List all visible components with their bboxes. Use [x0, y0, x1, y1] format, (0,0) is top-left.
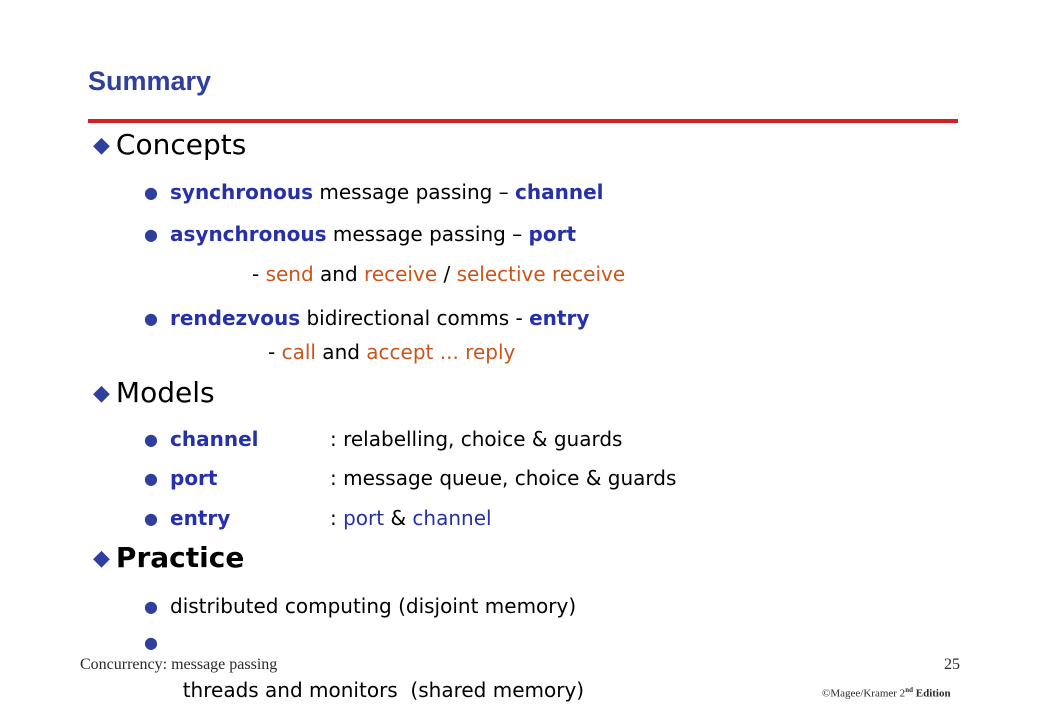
dot-bullet-icon: ●: [144, 309, 158, 328]
item-text: distributed computing (disjoint memory): [170, 594, 577, 618]
conj: and: [315, 340, 367, 364]
footer-course-title: Concurrency: message passing: [80, 656, 278, 673]
keyword-accept: accept: [366, 340, 434, 364]
dot-bullet-icon: ●: [144, 633, 158, 652]
colon: :: [330, 506, 344, 530]
copyright-suffix: Edition: [912, 687, 951, 700]
keyword-channel: channel: [412, 506, 492, 530]
list-item: [144, 306, 590, 330]
keyword: synchronous: [170, 180, 313, 204]
keyword-send: send: [265, 262, 314, 286]
concepts-heading: Concepts: [115, 128, 247, 161]
model-desc: : message queue, choice & guards: [330, 466, 677, 490]
list-item: [144, 466, 218, 490]
slash: /: [437, 262, 457, 286]
async-sub-line: [252, 262, 625, 286]
diamond-bullet-icon: ◆: [93, 381, 110, 406]
list-item: [144, 180, 604, 204]
copyright: [822, 686, 951, 700]
list-item: [144, 427, 259, 451]
dot-bullet-icon: ●: [144, 225, 158, 244]
practice-heading: Practice: [115, 541, 245, 574]
copyright-prefix: ©Magee/Kramer 2: [822, 687, 906, 700]
keyword: asynchronous: [170, 222, 327, 246]
dot-bullet-icon: ●: [144, 597, 158, 616]
list-item: [144, 222, 577, 246]
item-text: bidirectional comms -: [300, 306, 530, 330]
dash: -: [252, 262, 266, 286]
models-heading-row: [93, 376, 215, 409]
amp: &: [384, 506, 413, 530]
dash: -: [268, 340, 282, 364]
dot-bullet-icon: ●: [144, 469, 158, 488]
diamond-bullet-icon: ◆: [93, 546, 110, 571]
model-desc: : relabelling, choice & guards: [330, 427, 623, 451]
copyright-sup: nd: [905, 686, 913, 694]
item-text: message passing –: [326, 222, 529, 246]
keyword-reply: ... reply: [433, 340, 516, 364]
title-divider: [88, 119, 958, 123]
model-desc: [330, 506, 492, 530]
dot-bullet-icon: ●: [144, 509, 158, 528]
keyword: channel: [515, 180, 604, 204]
diamond-bullet-icon: ◆: [93, 133, 110, 158]
keyword: entry: [529, 306, 590, 330]
keyword: port: [528, 222, 577, 246]
models-heading: Models: [115, 376, 215, 409]
keyword-receive: receive: [364, 262, 438, 286]
dot-bullet-icon: ●: [144, 183, 158, 202]
keyword: rendezvous: [170, 306, 301, 330]
practice-heading-row: [93, 541, 244, 574]
keyword-call: call: [281, 340, 316, 364]
concepts-heading-row: [93, 128, 246, 161]
keyword-selective-receive: selective receive: [456, 262, 626, 286]
item-text: threads and monitors (shared memory): [182, 678, 585, 702]
dot-bullet-icon: ●: [144, 430, 158, 449]
item-text: message passing –: [313, 180, 516, 204]
list-item: [144, 594, 577, 618]
keyword-port: port: [343, 506, 385, 530]
rendezvous-sub-line: [268, 340, 515, 364]
keyword: channel: [170, 427, 259, 451]
page-number: 25: [944, 656, 960, 673]
conj: and: [313, 262, 365, 286]
keyword: entry: [170, 506, 231, 530]
list-item: [144, 506, 231, 530]
slide-title: Summary: [88, 66, 212, 96]
keyword: port: [170, 466, 218, 490]
